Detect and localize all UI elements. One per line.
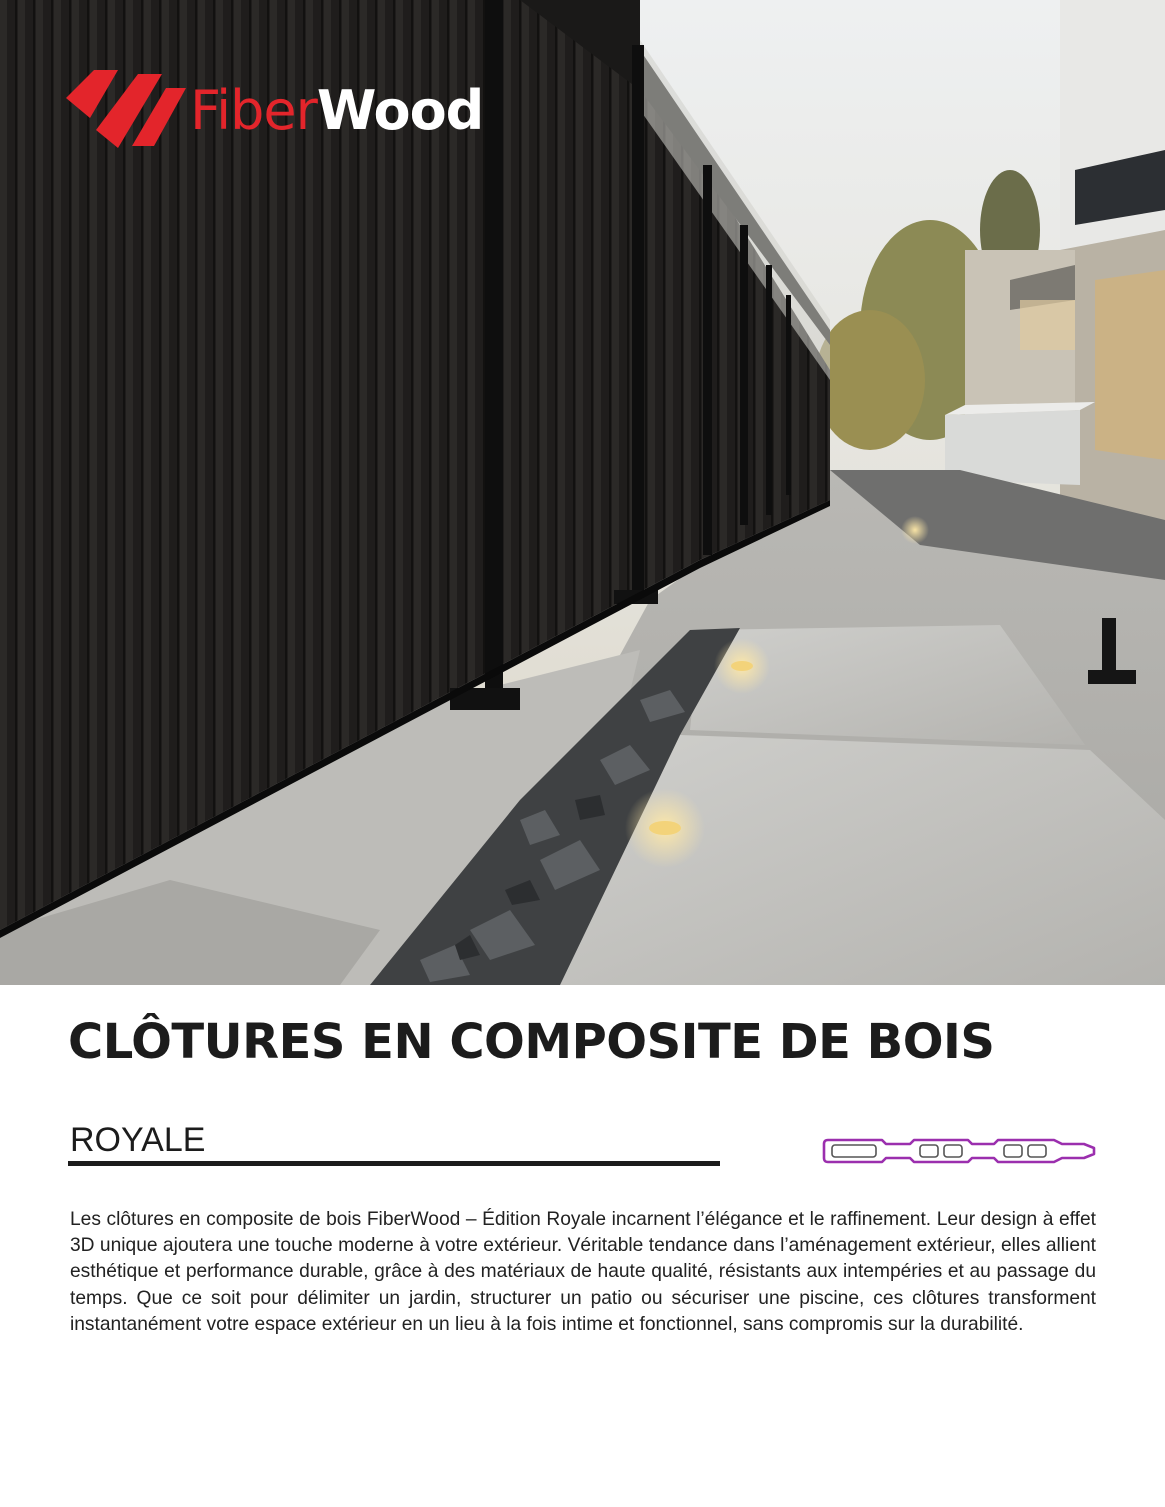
fence-board-profile-icon (822, 1134, 1100, 1168)
logo-fiber: Fiber (190, 79, 317, 142)
product-name: ROYALE (70, 1121, 206, 1159)
fiberwood-logo-mark-icon (66, 70, 186, 154)
product-description: Les clôtures en composite de bois FiberWood – Édition Royale incarnent l’élégance et le raffinement. Leur design à effet 3D unique ajoutera une touche moderne à votre extérieur. Véritable tendance dans l’aménagement extérieur, elles allient esthétique et performance durable, grâce à des matériaux de haute qualité, résistants aux intempéries et au passage du temps. Que ce soit pour délimiter un jardin, structurer un patio ou sécuriser une piscine, ces clôtures transforment instantanément votre espace extérieur en un lieu à la fois intime et fonctionnel, sans compromis sur la durabilité. (70, 1209, 1096, 1335)
fiberwood-logo (66, 70, 586, 154)
subtitle-underline (68, 1161, 720, 1166)
logo-wood: Wood (316, 79, 484, 142)
logo-wordmark (190, 80, 483, 142)
page-title: CLÔTURES EN COMPOSITE DE BOIS (68, 1014, 995, 1070)
